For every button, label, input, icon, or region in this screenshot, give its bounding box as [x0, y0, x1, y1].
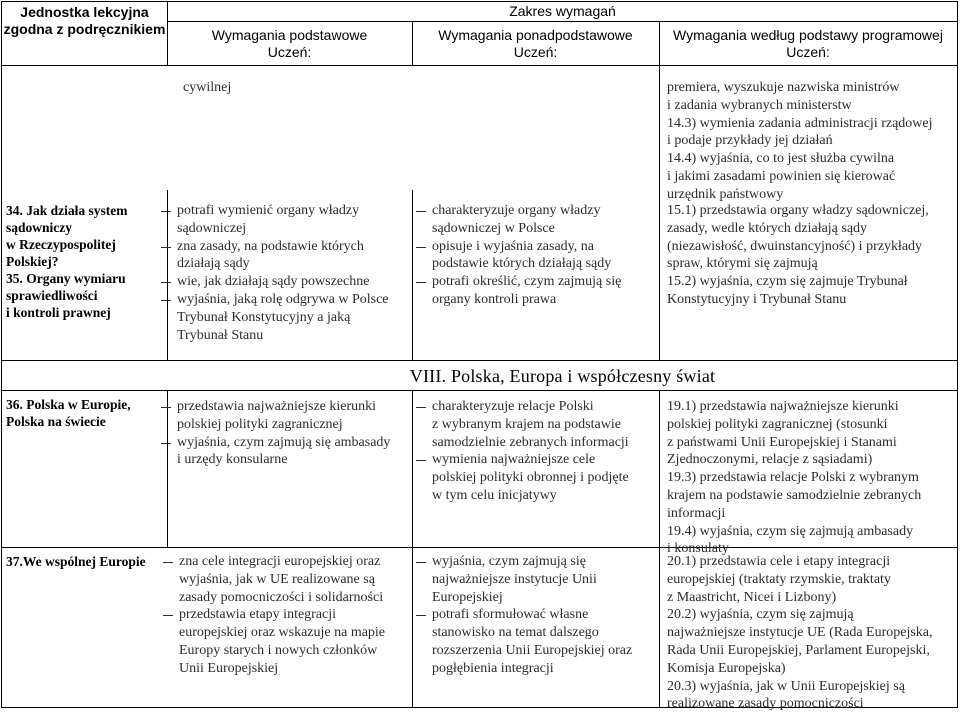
program-line: Komisja Europejska)	[667, 660, 786, 676]
program-line: 15.2) wyjaśnia, czym się zajmuje Trybunał	[667, 274, 908, 290]
list-item	[161, 291, 411, 344]
list-item	[416, 606, 658, 677]
program-line: 20.1) przedstawia cele i etapy integracji	[667, 554, 891, 569]
program-line: Rada Unii Europejskiej, Parlament Europejski,	[667, 642, 930, 658]
list-item-line: zasady pomocniczości i solidarności	[179, 589, 384, 605]
header-program-requirements	[659, 27, 957, 61]
program-line: polskiej polityki zagranicznej (stosunki	[667, 416, 888, 432]
col-divider-3-mid	[659, 65, 660, 360]
program-line: i konsulaty	[667, 541, 729, 557]
program-line: Konstytucyjny i Trybunał Stanu	[667, 291, 847, 307]
cont-program-text	[667, 79, 957, 204]
list-item-line: i urzędy konsularne	[177, 452, 288, 468]
list-item-first-line: zna zasady, na podstawie których	[161, 238, 411, 256]
lesson-34-35-topics	[6, 202, 166, 321]
list-item-line: samodzielnie zebranych informacji	[432, 434, 629, 450]
row34-basic-list	[161, 202, 411, 344]
topic-line: 36. Polska w Europie,	[6, 397, 131, 412]
program-line: informacji	[667, 505, 726, 521]
program-line: krajem na podstawie samodzielnie zebranych	[667, 487, 922, 503]
header-lesson-unit-line1: Jednostka lekcyjna	[20, 4, 149, 20]
list-item-line: Europy starych i nowych członków	[179, 642, 378, 658]
list-item	[161, 202, 411, 238]
list-item	[416, 238, 658, 274]
table-border-top	[1, 1, 958, 2]
program-line: z Maastricht, Nicei i Lizbony)	[667, 589, 837, 605]
list-item-line: Europejskiej	[432, 589, 503, 605]
topic-line: 35. Organy wymiaru	[6, 271, 126, 286]
list-item	[161, 398, 411, 434]
program-line: 14.3) wymienia zadania administracji rządowej	[667, 115, 933, 131]
row36-basic-list	[161, 398, 411, 469]
topic-line: w Rzeczypospolitej	[6, 237, 116, 252]
table-border-right	[957, 1, 958, 708]
list-item	[416, 553, 658, 606]
list-item-line: stanowisko na temat dalszego	[432, 625, 599, 641]
list-item	[163, 553, 411, 606]
list-item-first-line: przedstawia etapy integracji	[163, 606, 411, 624]
row37-program-text	[667, 553, 957, 713]
list-item-line: polskiej polityki zagranicznej	[177, 416, 343, 432]
header-program-line1: Wymagania według podstawy programowej	[673, 27, 943, 43]
col-divider-3-lower	[659, 390, 660, 708]
table-border-left	[1, 1, 2, 708]
program-line: spraw, którymi się zajmują	[667, 256, 818, 272]
header-advanced-requirements	[412, 27, 659, 61]
topic-line: Polskiej?	[6, 254, 59, 269]
list-item-line: Trybunał Stanu	[177, 327, 264, 343]
program-line: 14.4) wyjaśnia, co to jest służba cywilna	[667, 151, 895, 167]
list-item	[416, 398, 658, 451]
col-divider-2-row34	[412, 190, 413, 360]
header-program-line2: Uczeń:	[786, 44, 830, 60]
list-item-line: pogłębienia integracji	[432, 660, 554, 676]
topic-line: sprawiedliwości	[6, 288, 98, 303]
list-item-first-line: zna cele integracji europejskiej oraz	[163, 553, 411, 571]
program-line: realizowane zasady pomocniczości	[667, 696, 864, 712]
row37-basic-list	[163, 553, 411, 678]
list-item-first-line: wyjaśnia, czym zajmują się	[416, 553, 658, 571]
row-divider-2	[1, 390, 958, 391]
list-item-first-line: przedstawia najważniejsze kierunki	[161, 398, 411, 416]
list-item	[161, 238, 411, 274]
list-item-line: najważniejsze instytucje Unii	[432, 571, 597, 587]
program-line: 19.4) wyjaśnia, czym się zajmują ambasady	[667, 523, 914, 539]
topic-line: sądowniczy	[6, 220, 73, 235]
program-line: i jakimi zasadami powinien się kierować	[667, 168, 896, 184]
header-advanced-line1: Wymagania ponadpodstawowe	[438, 27, 633, 43]
lesson-37-topic: 37.We wspólnej Europie	[6, 554, 146, 569]
header-scope: Zakres wymagań	[509, 3, 616, 19]
header-lesson-unit-line2: zgodna z podręcznikiem	[3, 21, 166, 37]
program-line: 20.2) wyjaśnia, czym się zajmują	[667, 607, 854, 623]
program-line: Zjednoczonymi, relacje z sąsiadami)	[667, 452, 873, 468]
list-item-line: sądowniczej w Polsce	[432, 220, 555, 236]
header-basic-requirements	[167, 27, 412, 61]
list-item	[161, 434, 411, 470]
row36-program-text	[667, 398, 957, 558]
list-item-line: wyjaśnia, jak w UE realizowane są	[179, 571, 375, 587]
header-basic-line2: Uczeń:	[267, 44, 312, 60]
list-item-first-line: charakteryzuje relacje Polski	[416, 398, 658, 416]
list-item	[161, 273, 411, 291]
list-item-first-line: wyjaśnia, czym zajmują się ambasady	[161, 434, 411, 452]
program-line: 15.1) przedstawia organy władzy sądowniczej,	[667, 203, 929, 218]
list-item	[416, 202, 658, 238]
row36-advanced-list	[416, 398, 658, 505]
list-item	[416, 451, 658, 504]
row-divider-1	[1, 360, 958, 361]
program-line: 19.1) przedstawia najważniejsze kierunki	[667, 399, 899, 414]
program-line: z państwami Unii Europejskiej i Stanami	[667, 434, 897, 450]
lesson-36-topic	[6, 396, 166, 430]
list-item-first-line: charakteryzuje organy władzy	[416, 202, 658, 220]
program-line: 19.3) przedstawia relacje Polski z wybranym	[667, 470, 919, 486]
list-item-first-line: potrafi określić, czym zajmują się	[416, 273, 658, 291]
program-line: premiera, wyszukuje nazwiska ministrów	[667, 80, 900, 95]
list-item-line: europejskiej oraz wskazuje na mapie	[179, 625, 386, 641]
list-item-first-line: potrafi sformułować własne	[416, 606, 658, 624]
program-line: i zadania wybranych ministerstw	[667, 97, 852, 113]
program-line: i podaje przykłady jej działań	[667, 133, 833, 149]
list-item-line: w tym celu inicjatywy	[432, 487, 557, 503]
list-item	[163, 606, 411, 677]
program-line: urzędnik państwowy	[667, 186, 784, 202]
list-item-first-line: wyjaśnia, jaką rolę odgrywa w Polsce	[161, 291, 411, 309]
list-item-first-line: wie, jak działają sądy powszechne	[161, 273, 411, 291]
list-item-line: z wybranym krajem na podstawie	[432, 416, 621, 432]
list-item-first-line: potrafi wymienić organy władzy	[161, 202, 411, 220]
list-item-first-line: wymienia najważniejsze cele	[416, 451, 658, 469]
section-title: VIII. Polska, Europa i współczesny świat	[409, 366, 716, 386]
topic-line: 34. Jak działa system	[6, 203, 128, 218]
list-item-line: sądowniczej	[177, 220, 247, 236]
col-divider-2-lower	[412, 390, 413, 708]
program-line: zasady, wedle których działają sądy	[667, 220, 868, 236]
list-item-line: działają sądy	[177, 256, 250, 272]
cont-basic-text: cywilnej	[183, 80, 232, 95]
row34-program-text	[667, 202, 957, 309]
list-item-line: Unii Europejskiej	[179, 660, 279, 676]
list-item	[416, 273, 658, 309]
program-line: (niezawisłość, dwuinstancyjność) i przykłady	[667, 238, 923, 254]
row37-advanced-list	[416, 553, 658, 678]
header-lesson-unit	[2, 4, 167, 38]
program-line: najważniejsze instytucje UE (Rada Europejska,	[667, 625, 933, 641]
header-bottom-border	[1, 65, 958, 66]
list-item-first-line: opisuje i wyjaśnia zasady, na	[416, 238, 658, 256]
list-item-line: Trybunał Konstytucyjny a jaką	[177, 309, 351, 325]
program-line: europejskiej (traktaty rzymskie, traktaty	[667, 571, 891, 587]
list-item-line: polskiej polityki obronnej i podjęte	[432, 470, 629, 486]
header-sub-divider	[167, 21, 958, 22]
header-basic-line1: Wymagania podstawowe	[211, 27, 368, 43]
list-item-line: organy kontroli prawa	[432, 291, 557, 307]
program-line: 20.3) wyjaśnia, jak w Unii Europejskiej są	[667, 678, 905, 694]
list-item-line: podstawie których działają sądy	[432, 256, 612, 272]
row34-advanced-list	[416, 202, 658, 309]
topic-line: Polska na świecie	[6, 414, 106, 429]
list-item-line: rozszerzenia Unii Europejskiej oraz	[432, 642, 633, 658]
topic-line: i kontroli prawnej	[6, 305, 111, 320]
header-advanced-line2: Uczeń:	[513, 44, 558, 60]
